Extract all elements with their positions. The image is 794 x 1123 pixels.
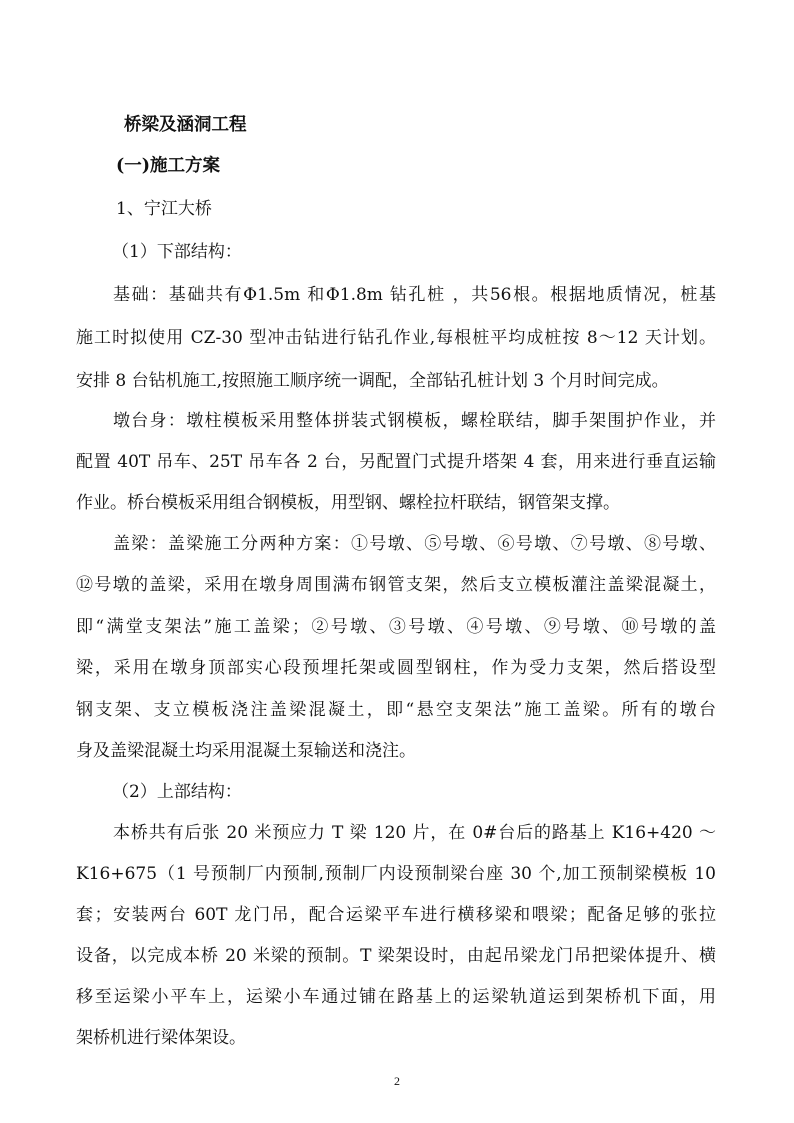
paragraph-line: ⑫号墩的盖梁，采用在墩身周围满布钢管支架，然后支立模板灌注盖梁混凝土， xyxy=(76,575,716,595)
document-title: 桥梁及涵洞工程 xyxy=(124,115,247,135)
paragraph-line: 设备，以完成本桥 20 米梁的预制。T 梁架设时，由起吊梁龙门吊把梁体提升、横 xyxy=(76,946,716,966)
part-heading-superstructure: （2）上部结构： xyxy=(112,782,242,802)
page-number: 2 xyxy=(394,1074,400,1088)
paragraph-line: 架桥机进行梁体架设。 xyxy=(76,1028,246,1048)
paragraph-line: 盖梁：盖梁施工分两种方案：①号墩、⑤号墩、⑥号墩、⑦号墩、⑧号墩、 xyxy=(113,534,716,554)
paragraph-line: 移至运梁小平车上，运梁小车通过铺在路基上的运梁轨道运到架桥机下面，用 xyxy=(76,987,716,1007)
paragraph-line: 墩台身：墩柱模板采用整体拼装式钢模板，螺栓联结，脚手架围护作业，并 xyxy=(113,411,716,431)
paragraph-line: 梁，采用在墩身顶部实心段预埋托架或圆型钢柱，作为受力支架，然后搭设型 xyxy=(76,658,716,678)
paragraph-line: 安排 8 台钻机施工,按照施工顺序统一调配，全部钻孔桩计划 3 个月时间完成。 xyxy=(76,371,669,391)
paragraph-line: 作业。桥台模板采用组合钢模板，用型钢、螺栓拉杆联结，钢管架支撑。 xyxy=(76,493,620,513)
paragraph-line: 本桥共有后张 20 米预应力 T 梁 120 片，在 0#台后的路基上 K16+420 ～ xyxy=(113,823,716,843)
paragraph-line: 即“满堂支架法”施工盖梁；②号墩、③号墩、④号墩、⑨号墩、⑩号墩的盖 xyxy=(76,617,716,637)
paragraph-line: 钢支架、支立模板浇注盖梁混凝土，即“悬空支架法”施工盖梁。所有的墩台 xyxy=(76,700,716,720)
paragraph-line: 基础：基础共有Φ1.5m 和Φ1.8m 钻孔桩 ，共56根。根据地质情况，桩基 xyxy=(113,285,716,305)
paragraph-line: 身及盖梁混凝土均采用混凝土泵输送和浇注。 xyxy=(76,741,416,761)
section-heading: (一)施工方案 xyxy=(116,156,221,176)
paragraph-line: K16+675（1 号预制厂内预制,预制厂内设预制梁台座 30 个,加工预制梁模板 10 xyxy=(76,864,716,884)
paragraph-line: 套；安装两台 60T 龙门吊，配合运梁平车进行横移梁和喂梁；配备足够的张拉 xyxy=(76,905,716,925)
paragraph-line: 配置 40T 吊车、25T 吊车各 2 台，另配置门式提升塔架 4 套，用来进行垂直运输 xyxy=(76,452,716,472)
subsection-heading: 1、宁江大桥 xyxy=(116,199,212,219)
part-heading-substructure: （1）下部结构： xyxy=(112,242,242,262)
paragraph-line: 施工时拟使用 CZ-30 型冲击钻进行钻孔作业,每根桩平均成桩按 8～12 天计划。 xyxy=(76,328,716,348)
